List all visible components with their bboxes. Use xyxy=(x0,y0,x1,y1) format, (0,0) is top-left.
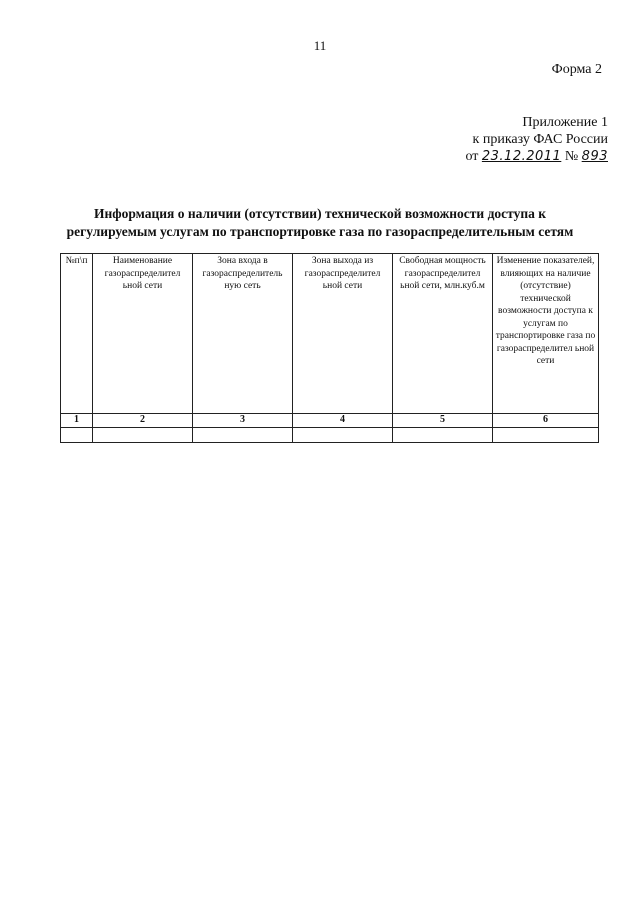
column-number-cell: 5 xyxy=(393,414,493,428)
column-number-cell: 6 xyxy=(493,414,599,428)
empty-cell xyxy=(493,428,599,443)
appendix-number-prefix: № xyxy=(564,149,579,164)
form-label: Форма 2 xyxy=(551,62,602,77)
page-number: 11 xyxy=(313,38,327,53)
header-cell-entry-zone: Зона входа в газораспределитель ную сеть xyxy=(193,254,293,414)
header-cell-free-capacity: Свободная мощность газораспределител ьной сети, млн.куб.м xyxy=(393,254,493,414)
header-cell-exit-zone: Зона выхода из газораспределител ьной сети xyxy=(293,254,393,414)
document-title-line-1: Информация о наличии (отсутствии) технической возможности доступа к xyxy=(93,206,547,221)
header-cell-network-name: Наименование газораспределител ьной сети xyxy=(93,254,193,414)
info-table xyxy=(60,253,599,443)
appendix-block xyxy=(465,114,608,165)
column-number-cell: 4 xyxy=(293,414,393,428)
appendix-date-prefix: от xyxy=(465,149,479,164)
column-number-cell: 1 xyxy=(61,414,93,428)
table-column-number-row xyxy=(61,414,599,428)
table-header-row xyxy=(61,254,599,414)
empty-cell xyxy=(293,428,393,443)
appendix-order-reference: к приказу ФАС России xyxy=(472,132,608,147)
document-title-line-2: регулируемым услугам по транспортировке газа по газораспределительным сетям xyxy=(66,224,574,239)
header-cell-indicator-changes: Изменение показателей, влияющих на наличие (отсутствие) технической возможности доступа к услугам по транспортировке газа по газораспределител ьной сети xyxy=(493,254,599,414)
appendix-number: 893 xyxy=(581,149,608,164)
column-number-cell: 2 xyxy=(93,414,193,428)
empty-cell xyxy=(93,428,193,443)
empty-cell xyxy=(193,428,293,443)
column-number-cell: 3 xyxy=(193,414,293,428)
appendix-date-line xyxy=(465,148,608,165)
empty-cell xyxy=(393,428,493,443)
table-row xyxy=(61,428,599,443)
header-cell-number: №п\п xyxy=(61,254,93,414)
appendix-title: Приложение 1 xyxy=(522,115,608,130)
empty-cell xyxy=(61,428,93,443)
appendix-date: 23.12.2011 xyxy=(481,149,562,164)
document-title xyxy=(40,205,600,241)
